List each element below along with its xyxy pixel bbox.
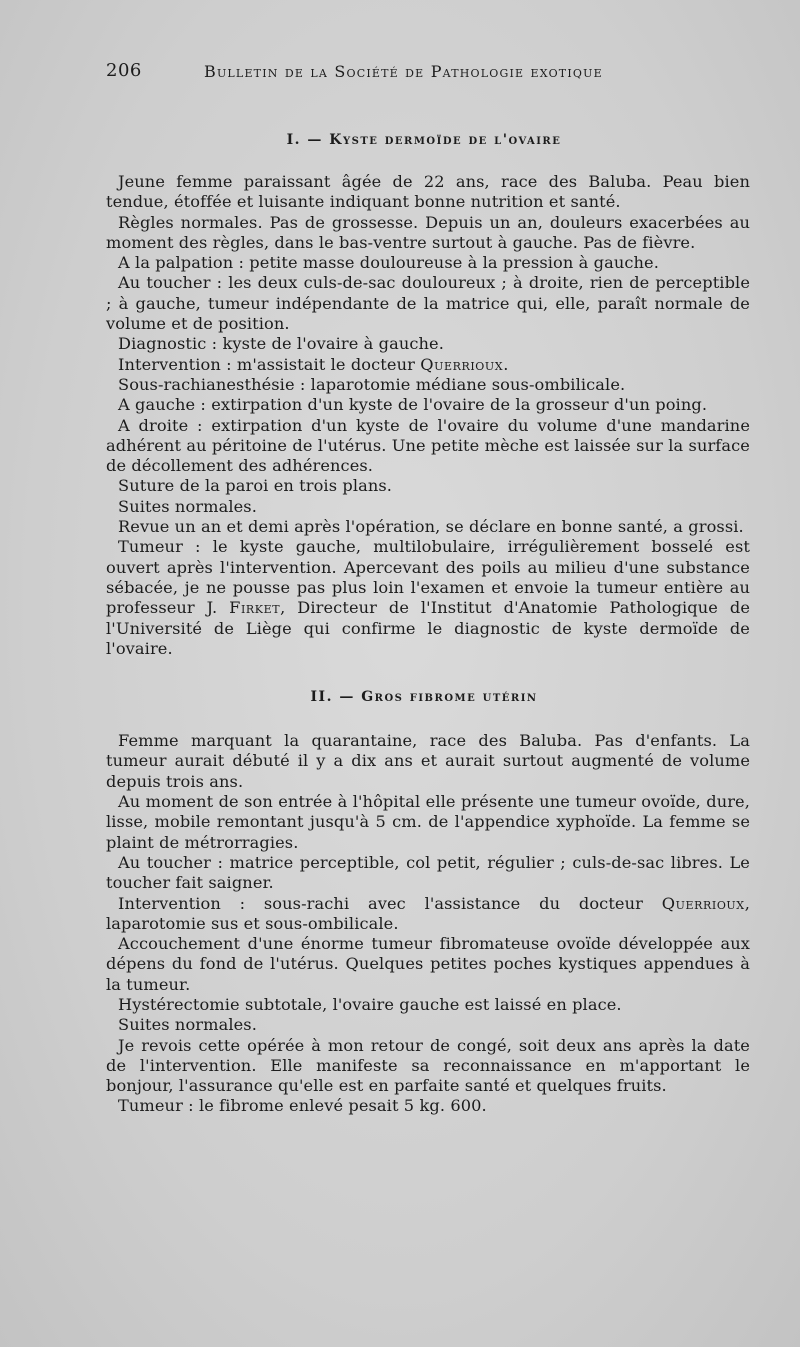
paragraph: Au toucher : les deux culs-de-sac douloureux ; à droite, rien de perceptible ; à gauche, tumeur indépendante de la matrice qui, elle, paraît normale de volume et de position.	[106, 273, 750, 334]
paragraph: Au moment de son entrée à l'hôpital elle présente une tumeur ovoïde, dure, lisse, mobile remontant jusqu'à 5 cm. de l'appendice xyphoïde. La femme se plaint de métrorragies.	[106, 792, 750, 852]
text-span: Tumeur : le kyste gauche, multilobulaire, irrégulièrement bosselé est ouvert après l'intervention. Apercevant des poils au milieu d'une substance sébacée, je ne pousse pas plus loin l'examen et envoie la tumeur entière au professeur J.	[106, 537, 750, 618]
text-span: .	[503, 354, 509, 374]
paragraph: A droite : extirpation d'un kyste de l'ovaire du volume d'une mandarine adhérent au péritoine de l'utérus. Une petite mèche est laissée sur la surface de décollement des adhérences.	[106, 415, 750, 476]
paragraph	[106, 355, 750, 375]
text-span: Intervention : sous-rachi avec l'assistance du docteur	[118, 893, 662, 913]
person-name: Querrioux	[661, 893, 745, 913]
paragraph: Diagnostic : kyste de l'ovaire à gauche.	[118, 334, 444, 354]
paragraph: Je revois cette opérée à mon retour de congé, soit deux ans après la date de l'intervention. Elle manifeste sa reconnaissance en m'apportant le bonjour, l'assurance qu'elle est en parfaite santé et quelques fruits.	[106, 1035, 750, 1096]
section-title-1: I. — Kyste dermoïde de l'ovaire	[286, 132, 562, 148]
paragraph: Accouchement d'une énorme tumeur fibromateuse ovoïde développée aux dépens du fond de l'utérus. Quelques petites poches kystiques appendues à la tumeur.	[106, 934, 750, 994]
paragraph: Suture de la paroi en trois plans.	[118, 476, 393, 496]
page-number: 206	[106, 60, 142, 81]
paragraph: Revue un an et demi après l'opération, se déclare en bonne santé, a grossi.	[118, 517, 744, 537]
paragraph: A gauche : extirpation d'un kyste de l'ovaire de la grosseur d'un poing.	[118, 395, 708, 415]
paragraph: Suites normales.	[118, 1015, 257, 1035]
paragraph: Sous-rachianesthésie : laparotomie médiane sous-ombilicale.	[118, 374, 626, 394]
text-span: , laparotomie sus et sous-ombilicale.	[106, 893, 750, 933]
paragraph	[106, 894, 750, 935]
paragraph: Au toucher : matrice perceptible, col petit, régulier ; culs-de-sac libres. Le toucher fait saigner.	[106, 852, 750, 893]
paragraph	[106, 537, 750, 659]
journal-title: Bulletin de la Société de Pathologie exotique	[204, 62, 603, 81]
text-span: , Directeur de l'Institut d'Anatomie Pathologique de l'Université de Liège qui confirme le diagnostic de kyste dermoïde de l'ovaire.	[106, 598, 750, 658]
paragraph: Hystérectomie subtotale, l'ovaire gauche est laissé en place.	[118, 994, 622, 1014]
section-title-2: II. — Gros fibrome utérin	[310, 689, 538, 706]
paragraph: Suites normales.	[118, 496, 257, 516]
text-span: Intervention : m'assistait le docteur	[118, 354, 421, 374]
person-name: Querrioux	[420, 354, 504, 374]
paragraph: Femme marquant la quarantaine, race des Baluba. Pas d'enfants. La tumeur aurait débuté il y a dix ans et aurait surtout augmenté de volume depuis trois ans.	[106, 731, 750, 791]
paragraph: Tumeur : le fibrome enlevé pesait 5 kg. 600.	[118, 1096, 487, 1116]
section-body-2	[106, 731, 750, 1117]
section-body-1	[106, 172, 750, 659]
paragraph: Règles normales. Pas de grossesse. Depuis un an, douleurs exacerbées au moment des règles, dans le bas-ventre surtout à gauche. Pas de fièvre.	[106, 212, 750, 252]
paragraph: A la palpation : petite masse douloureuse à la pression à gauche.	[118, 253, 659, 273]
running-header	[106, 58, 750, 92]
paragraph: Jeune femme paraissant âgée de 22 ans, race des Baluba. Peau bien tendue, étoffée et luisante indiquant bonne nutrition et santé.	[106, 172, 750, 212]
person-name: Firket	[229, 598, 281, 618]
